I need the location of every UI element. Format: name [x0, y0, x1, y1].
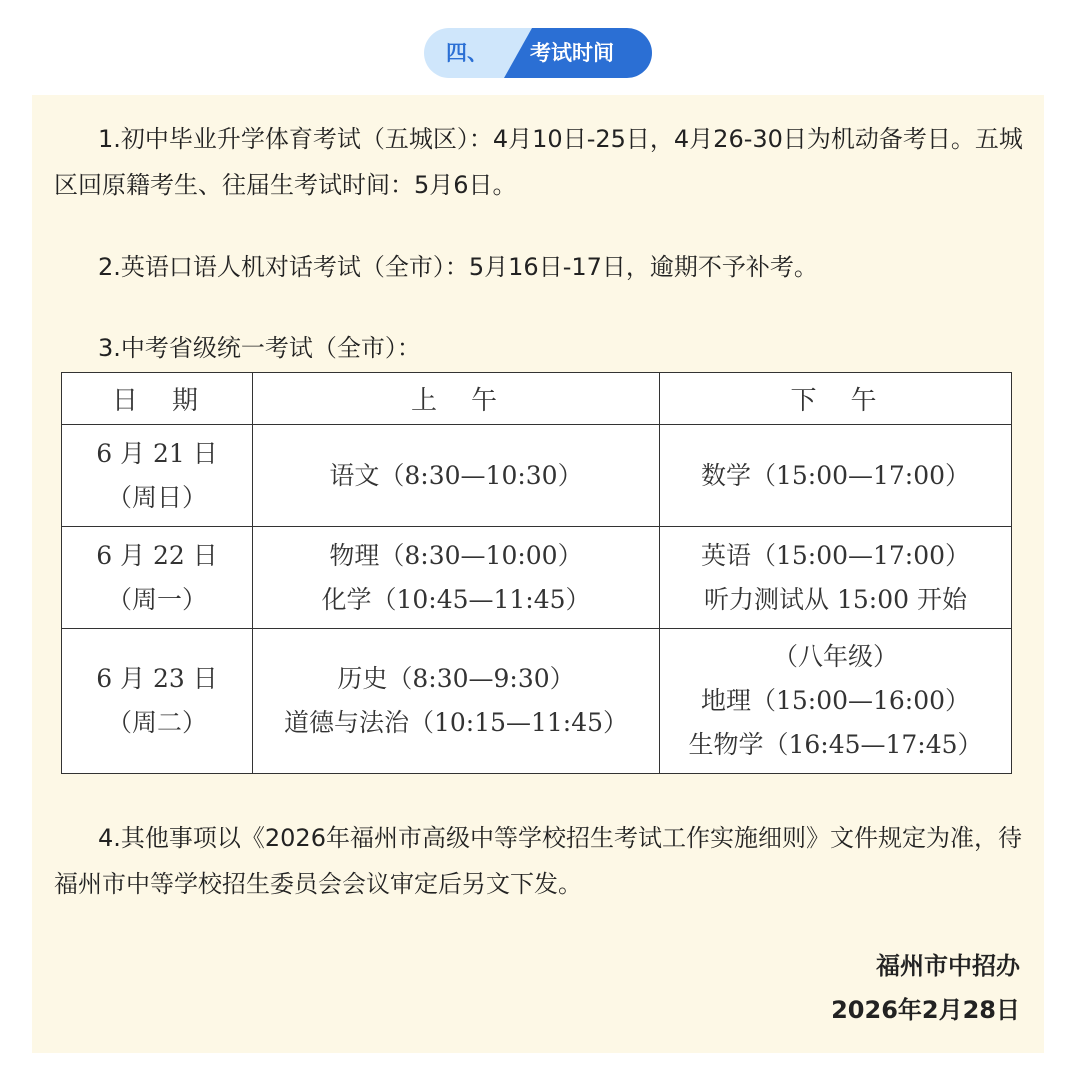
- paragraph-other-matters: 4.其他事项以《2026年福州市高级中等学校招生考试工作实施细则》文件规定为准，待福州市中等学校招生委员会会议审定后另文下发。: [54, 824, 1022, 898]
- date-text: 6 月 21 日: [96, 438, 218, 468]
- subject-text: 语文（8:30—10:30）: [329, 460, 583, 490]
- morning-cell: [253, 629, 660, 774]
- grade-note-text: （八年级）: [772, 642, 898, 671]
- subject-text: 英语（15:00—17:00）: [700, 540, 971, 570]
- weekday-text: （周一）: [106, 584, 207, 614]
- subject-text: 生物学（16:45—17:45）: [688, 730, 983, 759]
- date-cell: [62, 527, 253, 629]
- table-header-row: [62, 373, 1012, 425]
- paragraph-provincial-exam: 3.中考省级统一考试（全市）：: [98, 334, 421, 362]
- paragraph-oral-english: 2.英语口语人机对话考试（全市）：5月16日-17日，逾期不予补考。: [98, 253, 818, 281]
- header-morning: 上 午: [253, 373, 660, 425]
- subject-text: 地理（15:00—16:00）: [700, 686, 971, 715]
- subject-text: 历史（8:30—9:30）: [337, 664, 575, 693]
- section-number: 四、: [446, 41, 488, 65]
- date-text: 6 月 23 日: [96, 664, 218, 693]
- subject-text: 物理（8:30—10:00）: [329, 540, 583, 570]
- weekday-text: （周二）: [106, 708, 207, 737]
- section-title: 考试时间: [530, 41, 614, 65]
- signature-org: 福州市中招办: [876, 952, 1020, 980]
- subject-text: 化学（10:45—11:45）: [321, 584, 591, 614]
- weekday-text: （周日）: [106, 482, 207, 512]
- date-text: 6 月 22 日: [96, 540, 218, 570]
- subject-text: 数学（15:00—17:00）: [700, 460, 971, 490]
- subject-text: 道德与法治（10:15—11:45）: [283, 708, 629, 737]
- header-afternoon: 下 午: [660, 373, 1012, 425]
- paragraph-pe-exam: 1.初中毕业升学体育考试（五城区）：4月10日-25日，4月26-30日为机动备考日。五城区回原籍考生、往届生考试时间：5月6日。: [54, 125, 1023, 199]
- date-cell: [62, 629, 253, 774]
- listening-note-text: 听力测试从 15:00 开始: [704, 584, 967, 614]
- table-row: [62, 629, 1012, 774]
- morning-cell: [253, 527, 660, 629]
- afternoon-cell: [660, 629, 1012, 774]
- table-row: [62, 425, 1012, 527]
- section-header-badge: [424, 28, 652, 78]
- morning-cell: [253, 425, 660, 527]
- afternoon-cell: [660, 425, 1012, 527]
- header-date: 日 期: [62, 373, 253, 425]
- date-cell: [62, 425, 253, 527]
- table-row: [62, 527, 1012, 629]
- afternoon-cell: [660, 527, 1012, 629]
- exam-schedule-table: [61, 372, 1012, 774]
- signature-date: 2026年2月28日: [831, 996, 1020, 1024]
